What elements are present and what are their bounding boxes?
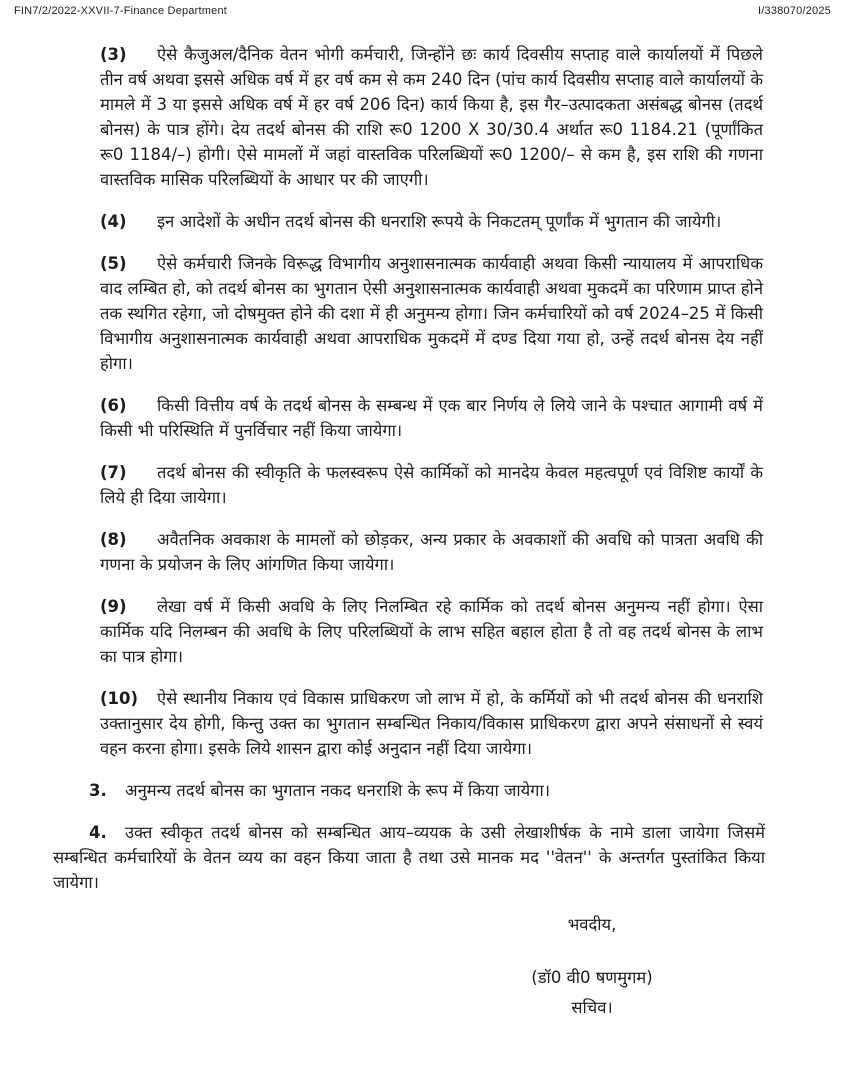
signatory-title: सचिव।: [571, 998, 613, 1017]
signatory-name: (डॉ0 वी0 षणमुगम): [531, 968, 653, 987]
paragraph-text: अवैतनिक अवकाश के मामलों को छोड़कर, अन्य प्रकार के अवकाशों की अवधि को पात्रता अवधि की गणना के प्रयोजन के लिए आंगणित किया जायेगा।: [100, 530, 763, 574]
paragraph-number: (9): [100, 597, 127, 616]
numbered-sub-paragraph: [100, 527, 763, 577]
paragraph-text: ऐसे कैजुअल/दैनिक वेतन भोगी कर्मचारी, जिन्होंने छः कार्य दिवसीय सप्ताह वाले कार्यालयों में पिछले तीन वर्ष अथवा इससे अधिक वर्ष में हर वर्ष कम से कम 240 दिन (पांच कार्य दिवसीय सप्ताह वाले कार्यालयों के मामले में 3 या इससे अधिक वर्ष में हर वर्ष 206 दिन) कार्य किया है, इस गैर–उत्पादकता असंबद्ध बोनस (तदर्थ बोनस) के पात्र होंगे। देय तदर्थ बोनस की राशि रू0 1200 X 30/30.4 अर्थात रू0 1184.21 (पूर्णांकित रू0 1184/–) होगी। ऐसे मामलों में जहां वास्तविक परिलब्धियों रू0 1200/– से कम है, इस राशि की गणना वास्तविक मासिक परिलब्धियों के आधार पर की जाएगी।: [100, 45, 763, 189]
numbered-sub-paragraph: [100, 460, 763, 510]
numbered-main-paragraph: [53, 820, 765, 895]
paragraph-text: ऐसे कर्मचारी जिनके विरूद्ध विभागीय अनुशासनात्मक कार्यवाही अथवा किसी न्यायालय में आपराधिक वाद लम्बित हो, को तदर्थ बोनस का भुगतान ऐसी अनुशासनात्मक कार्यवाही अथवा मुकदमें का परिणाम प्राप्त होने तक स्थगित रहेगा, जो दोषमुक्त होने की दशा में ही अनुमन्य होगा। जिन कर्मचारियों को वर्ष 2024–25 में किसी विभागीय अनुशासनात्मक कार्यवाही अथवा आपराधिक मुकदमें में दण्ड दिया गया हो, उन्हें तदर्थ बोनस देय नहीं होगा।: [100, 254, 763, 373]
main-paragraph-list: [53, 778, 765, 895]
paragraph-number: (10): [100, 689, 139, 708]
document-header: [0, 0, 843, 17]
paragraph-number: (3): [100, 45, 127, 64]
numbered-sub-paragraph: [100, 393, 763, 443]
paragraph-number: (4): [100, 212, 127, 231]
paragraph-text: अनुमन्य तदर्थ बोनस का भुगतान नकद धनराशि के रूप में किया जायेगा।: [125, 781, 550, 800]
paragraph-text: लेखा वर्ष में किसी अवधि के लिए निलम्बित रहे कार्मिक को तदर्थ बोनस अनुमन्य नहीं होगा। ऐसा कार्मिक यदि निलम्बन की अवधि के लिए परिलब्धियों के लाभ सहित बहाल होता है तो वह तदर्थ बोनस के लाभ का पात्र होगा।: [100, 597, 763, 666]
receipt-number: I/338070/2025: [758, 5, 831, 17]
paragraph-number: 4.: [89, 823, 107, 842]
valediction: भवदीय,: [567, 915, 617, 934]
paragraph-number: (5): [100, 254, 127, 273]
paragraph-text: तदर्थ बोनस की स्वीकृति के फलस्वरूप ऐसे कार्मिकों को मानदेय केवल महत्वपूर्ण एवं विशिष्ट कार्यों के लिये ही दिया जायेगा।: [100, 463, 763, 507]
paragraph-text: उक्त स्वीकृत तदर्थ बोनस को सम्बन्धित आय–व्ययक के उसी लेखाशीर्षक के नामे डाला जायेगा जिसमें सम्बन्धित कर्मचारियों के वेतन व्यय का वहन किया जाता है तथा उसे मानक मद ''वेतन'' के अन्तर्गत पुस्तांकित किया जायेगा।: [53, 823, 765, 892]
numbered-sub-paragraph: [100, 686, 763, 761]
numbered-sub-paragraph: [100, 209, 763, 234]
paragraph-text: किसी वित्तीय वर्ष के तदर्थ बोनस के सम्बन्ध में एक बार निर्णय ले लिये जाने के पश्चात आगामी वर्ष में किसी भी परिस्थिति में पुनर्विचार नहीं किया जायेगा।: [100, 396, 763, 440]
document-body: [53, 42, 765, 1020]
sub-paragraph-list: [53, 42, 765, 761]
closing-block: [487, 912, 697, 1020]
numbered-sub-paragraph: [100, 594, 763, 669]
paragraph-text: ऐसे स्थानीय निकाय एवं विकास प्राधिकरण जो लाभ में हो, के कर्मियों को भी तदर्थ बोनस की धनराशि उक्तानुसार देय होगी, किन्तु उक्त का भुगतान सम्बन्धित निकाय/विकास प्राधिकरण द्वारा अपने संसाधनों से स्वयं वहन करना होगा। इसके लिये शासन द्वारा कोई अनुदान नहीं दिया जायेगा।: [100, 689, 763, 758]
paragraph-text: इन आदेशों के अधीन तदर्थ बोनस की धनराशि रूपये के निकटतम् पूर्णांक में भुगतान की जायेगी।: [157, 212, 722, 231]
paragraph-number: (7): [100, 463, 127, 482]
numbered-sub-paragraph: [100, 251, 763, 376]
paragraph-number: (6): [100, 396, 127, 415]
file-number: FIN7/2/2022-XXVII-7-Finance Department: [14, 5, 228, 17]
numbered-main-paragraph: [53, 778, 765, 803]
numbered-sub-paragraph: [100, 42, 763, 192]
paragraph-number: (8): [100, 530, 127, 549]
paragraph-number: 3.: [89, 781, 107, 800]
